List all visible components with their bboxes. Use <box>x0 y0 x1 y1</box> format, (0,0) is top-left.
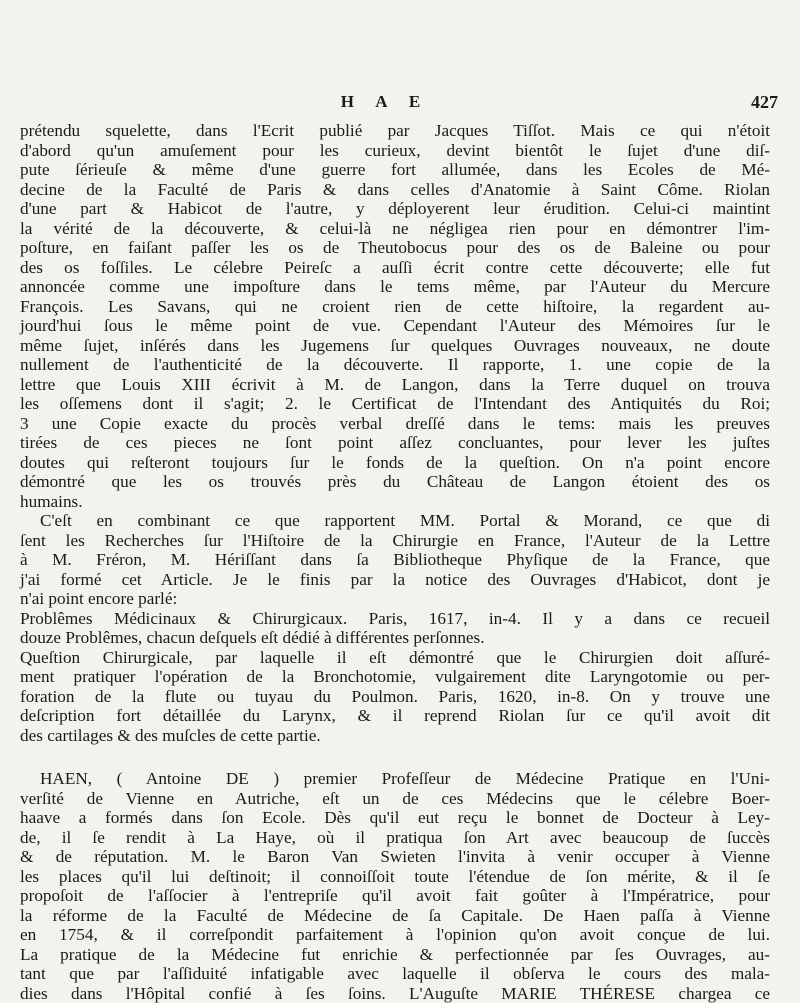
text-line: en 1754, & il correſpondit parfaitement à l'opinion qu'on avoit conçue de lui. <box>20 925 770 945</box>
text-line: prétendu squelette, dans l'Ecrit publié par Jacques Tiſſot. Mais ce qui n'étoit <box>20 121 770 141</box>
body-text <box>20 121 770 1003</box>
text-line: & de réputation. M. le Baron Van Swieten l'invita à venir occuper à Vienne <box>20 847 770 867</box>
work-entry: Problêmes Médicinaux & Chirurgicaux. Paris, 1617, in-4. Il y a dans ce recueil <box>20 609 770 629</box>
text-line: pute ſérieuſe & même d'une guerre fort allumée, dans les Ecoles de Mé- <box>20 160 770 180</box>
work-entry: deſcription fort détaillée du Larynx, & il reprend Riolan ſur ce qu'il avoit dit <box>20 706 770 726</box>
text-line: des os foſſiles. Le célebre Peireſc a auſſi écrit contre cette découverte; elle fut <box>20 258 770 278</box>
text-line: jourd'hui ſous le même point de vue. Cependant l'Auteur des Mémoires ſur le <box>20 316 770 336</box>
running-head <box>0 92 800 118</box>
text-line: démontré que les os trouvés près du Château de Langon étoient des os <box>20 472 770 492</box>
text-line: 3 une Copie exacte du procès verbal dreſſé dans le tems: mais les preuves <box>20 414 770 434</box>
text-line: la réforme de la Faculté de Médecine de ſa Capitale. De Haen paſſa à Vienne <box>20 906 770 926</box>
paragraph-gap <box>20 745 770 769</box>
text-line: verſité de Vienne en Autriche, eſt un de ces Médecins que le célebre Boer- <box>20 789 770 809</box>
text-line: HAEN, ( Antoine DE ) premier Profeſſeur de Médecine Pratique en l'Uni- <box>20 769 770 789</box>
text-line: d'abord qu'un amuſement pour les curieux, devint bientôt le ſujet d'une diſ- <box>20 141 770 161</box>
text-line: à M. Fréron, M. Hériſſant dans ſa Bibliotheque Phyſique de la France, que <box>20 550 770 570</box>
text-line: n'ai point encore parlé: <box>20 589 770 609</box>
work-entry: Queſtion Chirurgicale, par laquelle il eſt démontré que le Chirurgien doit aſſuré- <box>20 648 770 668</box>
text-line: tirées de ces pieces ne ſont point aſſez concluantes, pour lever les juſtes <box>20 433 770 453</box>
text-line: les places qu'il lui deſtinoit; il connoiſſoit toute l'étendue de ſon mérite, & il ſe <box>20 867 770 887</box>
work-entry: douze Problêmes, chacun deſquels eſt dédié à différentes perſonnes. <box>20 628 770 648</box>
text-line: François. Les Savans, qui ne croient rien de cette hiſtoire, la regardent au- <box>20 297 770 317</box>
text-line: propoſoit de l'aſſocier à l'entrepriſe qu'il avoit fait goûter à l'Impératrice, pour <box>20 886 770 906</box>
paragraph-haen <box>20 769 770 1003</box>
works-list <box>20 609 770 746</box>
text-line: d'une part & Habicot de l'autre, y déployerent leur érudition. Celui-ci maintint <box>20 199 770 219</box>
text-line: C'eſt en combinant ce que rapportent MM. Portal & Morand, ce que di <box>20 511 770 531</box>
text-line: tant que par l'aſſiduité infatigable avec laquelle il obſerva le cours des mala- <box>20 964 770 984</box>
text-line: la vérité de la découverte, & celui-là ne négligea rien pour en démontrer l'im- <box>20 219 770 239</box>
text-line: La pratique de la Médecine fut enrichie & perfectionnée par ſes Ouvrages, au- <box>20 945 770 965</box>
text-line: dies dans l'Hôpital confié à ſes ſoins. L'Auguſte MARIE THÉRESE chargea ce <box>20 984 770 1003</box>
text-line: decine de la Faculté de Paris & dans celles d'Anatomie à Saint Côme. Riolan <box>20 180 770 200</box>
page-number: 427 <box>751 92 778 113</box>
text-line: annoncée comme une impoſture dans le tems même, par l'Auteur du Mercure <box>20 277 770 297</box>
work-entry: ment pratiquer l'opération de la Bronchotomie, vulgairement dite Laryngotomie ou per- <box>20 667 770 687</box>
paragraph-sources <box>20 511 770 609</box>
text-line: nullement de l'authenticité de la découverte. Il rapporte, 1. une copie de la <box>20 355 770 375</box>
text-line: haave a formés dans ſon Ecole. Dès qu'il eut reçu le bonnet de Docteur à Ley- <box>20 808 770 828</box>
text-line: même ſujet, inſérés dans les Jugemens ſur quelques Ouvrages nouveaux, ne doute <box>20 336 770 356</box>
text-line: de, il ſe rendit à La Haye, où il pratiqua ſon Art avec beaucoup de ſuccès <box>20 828 770 848</box>
work-entry: foration de la flute ou tuyau du Poulmon. Paris, 1620, in-8. On y trouve une <box>20 687 770 707</box>
text-line: poſture, en faiſant paſſer les os de Theutobocus pour des os de Baleine ou pour <box>20 238 770 258</box>
text-line: lettre que Louis XIII écrivit à M. de Langon, dans la Terre duquel on trouva <box>20 375 770 395</box>
running-title: H A E <box>0 92 770 112</box>
text-line: ſent les Recherches ſur l'Hiſtoire de la Chirurgie en France, l'Auteur de la Lettre <box>20 531 770 551</box>
text-line: humains. <box>20 492 770 512</box>
paragraph-skeleton <box>20 121 770 511</box>
text-line: les oſſemens dont il s'agit; 2. le Certificat de l'Intendant des Antiquités du Roi; <box>20 394 770 414</box>
text-line: j'ai formé cet Article. Je le finis par la notice des Ouvrages d'Habicot, dont je <box>20 570 770 590</box>
work-entry: des cartilages & des muſcles de cette partie. <box>20 726 770 746</box>
text-line: doutes qui reſteront toujours ſur le fonds de la queſtion. On n'a point encore <box>20 453 770 473</box>
